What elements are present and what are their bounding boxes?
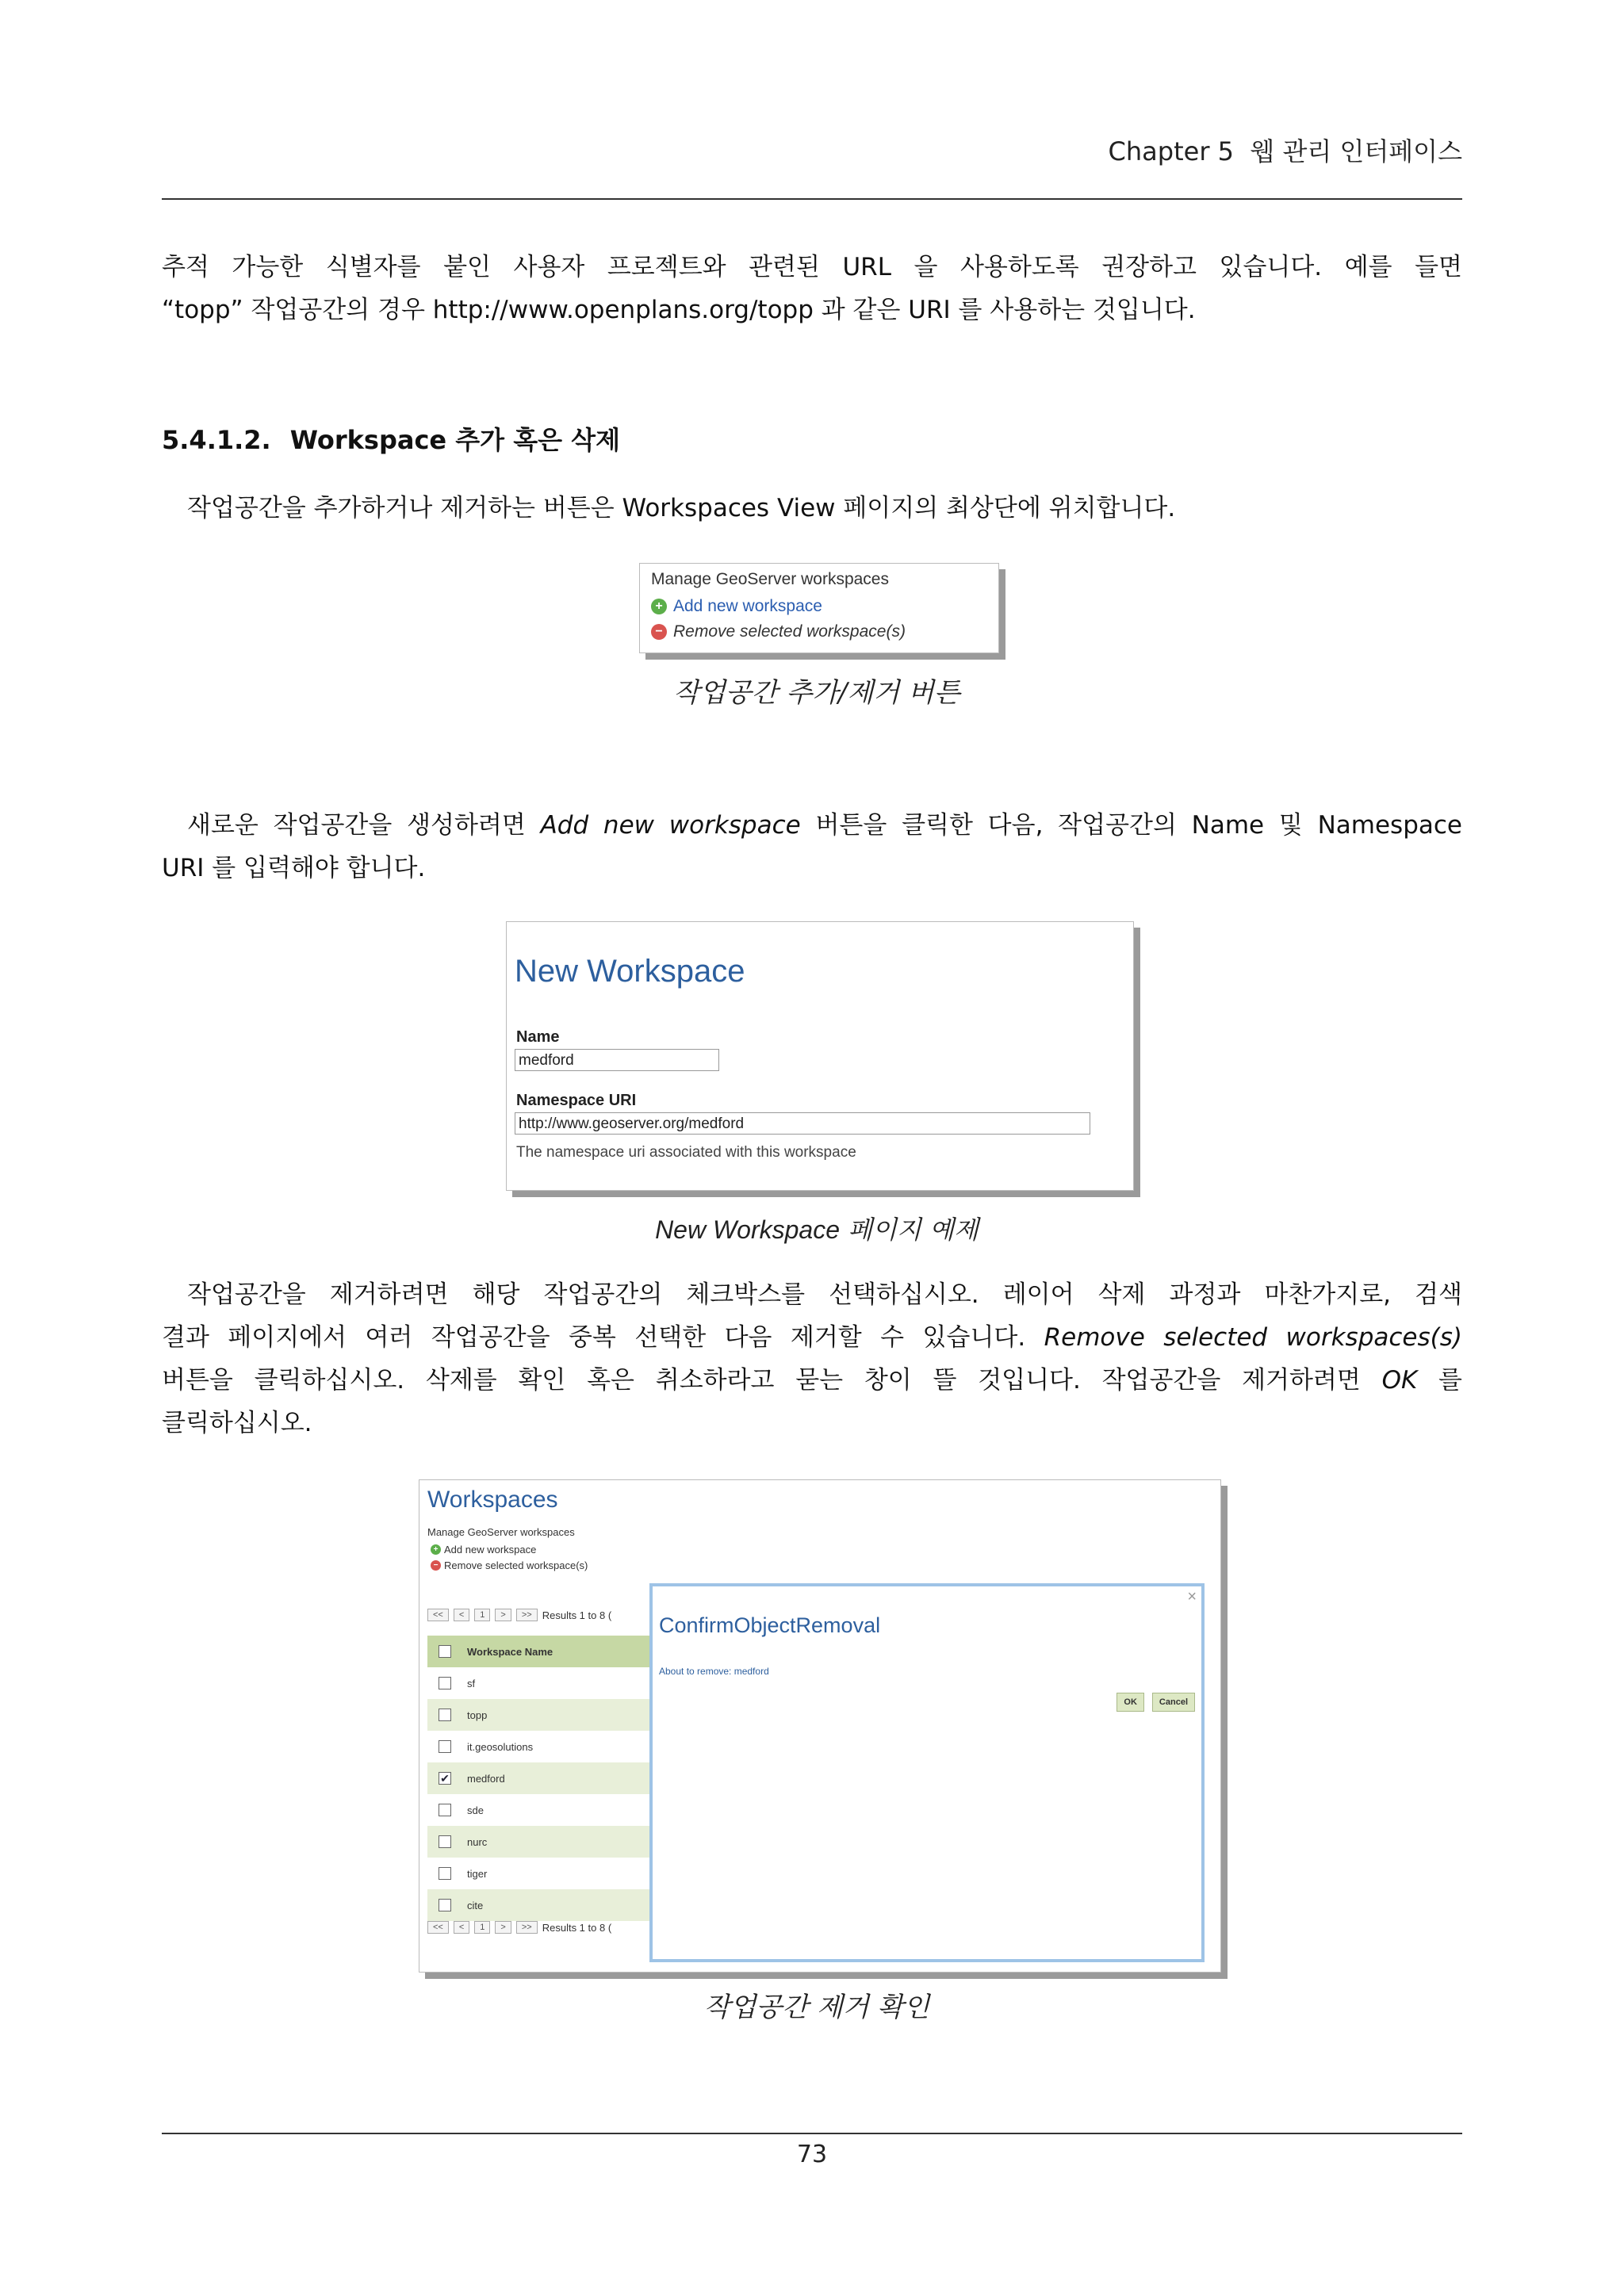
dialog-title: ConfirmObjectRemoval <box>659 1613 881 1637</box>
workspace-name-link[interactable]: topp <box>467 1709 488 1721</box>
add-icon: + <box>651 599 667 614</box>
intro-paragraph <box>162 246 1462 331</box>
header-rule <box>162 198 1462 200</box>
cancel-button[interactable]: Cancel <box>1152 1693 1195 1712</box>
figure-2-caption <box>555 1210 1078 1246</box>
namespace-uri-help: The namespace uri associated with this workspace <box>516 1144 856 1161</box>
p3-line3-b: OK <box>1381 1366 1418 1395</box>
chapter-title: 웹 관리 인터페이스 <box>1250 136 1462 166</box>
remove-workspace-link[interactable] <box>431 1559 588 1571</box>
paragraph-2 <box>162 804 1462 890</box>
p3-line3-a: 버튼을 클릭하십시오. 삭제를 확인 혹은 취소하라고 묻는 창이 뜰 것입니다. 작업공간을 제거하려면 <box>162 1366 1382 1395</box>
dialog-message: About to remove: medford <box>659 1666 769 1677</box>
paragraph-2-line-1 <box>162 804 1462 847</box>
intro-line-1: 추적 가능한 식별자를 붙인 사용자 프로젝트와 관련된 URL 을 사용하도록 권장하고 있습니다. 예를 들면 <box>162 253 1462 281</box>
remove-icon: − <box>651 624 667 640</box>
add-workspace-link[interactable] <box>651 597 822 616</box>
dialog-buttons <box>1116 1693 1195 1712</box>
p2-text-c: 버튼을 클릭한 다음, 작업공간의 Name 및 Namespace <box>800 811 1462 840</box>
remove-icon: − <box>431 1560 441 1571</box>
paragraph-3-line-1: 작업공간을 제거하려면 해당 작업공간의 체크박스를 선택하십시오. 레이어 삭제 과정과 마찬가지로, 검색 <box>187 1280 1462 1309</box>
figure-new-workspace <box>506 921 1134 1191</box>
figure-2-caption-en: New Workspace <box>655 1215 841 1244</box>
row-checkbox[interactable] <box>439 1835 451 1848</box>
add-workspace-text: Add new workspace <box>444 1544 537 1556</box>
row-checkbox[interactable] <box>439 1740 451 1753</box>
paragraph-3-line-2 <box>162 1316 1462 1359</box>
workspaces-title: Workspaces <box>427 1487 558 1513</box>
add-workspace-label: Add new workspace <box>673 597 822 615</box>
manage-label: Manage GeoServer workspaces <box>427 1526 575 1538</box>
remove-workspace-label: Remove selected workspace(s) <box>673 622 906 641</box>
paragraph-1 <box>187 487 1456 530</box>
section-heading <box>162 420 620 457</box>
name-label: Name <box>516 1028 560 1046</box>
pager-last-button[interactable]: >> <box>516 1609 538 1621</box>
close-icon[interactable]: × <box>1187 1588 1197 1605</box>
figure-3-caption: 작업공간 제거 확인 <box>703 1992 930 2023</box>
remove-workspace-link[interactable] <box>651 622 906 641</box>
new-workspace-title: New Workspace <box>515 954 745 989</box>
results-count: Results 1 to 8 ( <box>542 1609 612 1621</box>
results-count: Results 1 to 8 ( <box>542 1921 612 1934</box>
row-checkbox[interactable] <box>439 1867 451 1880</box>
footer-rule <box>162 2133 1462 2134</box>
pager-first-button[interactable]: << <box>427 1921 449 1934</box>
row-checkbox[interactable] <box>439 1677 451 1689</box>
row-checkbox[interactable] <box>439 1899 451 1911</box>
workspace-name-link[interactable]: tiger <box>467 1867 488 1880</box>
remove-workspace-text: Remove selected workspace(s) <box>444 1559 588 1571</box>
p2-text-a: 새로운 작업공간을 생성하려면 <box>187 811 541 840</box>
row-checkbox[interactable]: ✔ <box>439 1772 451 1785</box>
paragraph-3-line-3 <box>162 1359 1462 1402</box>
p3-line3-c: 를 <box>1417 1366 1462 1395</box>
name-input[interactable]: medford <box>515 1049 719 1071</box>
running-header <box>1109 132 1462 168</box>
namespace-uri-input[interactable]: http://www.geoserver.org/medford <box>515 1112 1090 1135</box>
add-workspace-link[interactable] <box>431 1544 536 1556</box>
figure-manage-workspaces <box>639 563 999 653</box>
select-all-checkbox[interactable] <box>439 1645 451 1658</box>
workspace-name-link[interactable]: medford <box>467 1772 505 1785</box>
workspace-name-link[interactable]: sde <box>467 1804 484 1816</box>
workspace-name-link[interactable]: cite <box>467 1899 484 1911</box>
pager-last-button[interactable]: >> <box>516 1921 538 1934</box>
pager-next-button[interactable]: > <box>495 1921 511 1934</box>
manage-title: Manage GeoServer workspaces <box>651 570 889 588</box>
row-checkbox[interactable] <box>439 1709 451 1721</box>
p3-line2-a: 결과 페이지에서 여러 작업공간을 중복 선택한 다음 제거할 수 있습니다. <box>162 1323 1044 1352</box>
figure-2-caption-ko: 페이지 예제 <box>840 1215 979 1245</box>
pager-first-button[interactable]: << <box>427 1609 449 1621</box>
pager-next-button[interactable]: > <box>495 1609 511 1621</box>
pager-top <box>427 1609 611 1621</box>
workspace-name-link[interactable]: nurc <box>467 1835 488 1848</box>
paragraph-2-line-2: URI 를 입력해야 합니다. <box>162 854 426 882</box>
intro-line-2: “topp” 작업공간의 경우 http://www.openplans.org/topp 과 같은 URI 를 사용하는 것입니다. <box>162 296 1196 324</box>
section-title: Workspace 추가 혹은 삭제 <box>289 425 621 455</box>
chapter-label: Chapter 5 <box>1108 136 1235 166</box>
workspace-name-link[interactable]: it.geosolutions <box>467 1740 534 1753</box>
pager-page-button[interactable]: 1 <box>474 1921 490 1934</box>
column-workspace-name[interactable]: Workspace Name <box>467 1645 553 1658</box>
ok-button[interactable]: OK <box>1116 1693 1144 1712</box>
namespace-uri-label: Namespace URI <box>516 1092 637 1109</box>
confirm-dialog <box>649 1583 1205 1962</box>
row-checkbox[interactable] <box>439 1804 451 1816</box>
pager-prev-button[interactable]: < <box>454 1921 469 1934</box>
paragraph-3 <box>162 1273 1462 1445</box>
pager-page-button[interactable]: 1 <box>474 1609 490 1621</box>
page-number: 73 <box>796 2141 828 2168</box>
figure-1-caption: 작업공간 추가/제거 버튼 <box>673 677 960 709</box>
section-number: 5.4.1.2. <box>162 425 271 455</box>
pager-bottom <box>427 1921 611 1934</box>
figure-confirm-removal <box>419 1479 1221 1973</box>
paragraph-1-text: 작업공간을 추가하거나 제거하는 버튼은 Workspaces View 페이지의 최상단에 위치합니다. <box>187 494 1176 522</box>
paragraph-3-line-4: 클릭하십시오. <box>162 1409 312 1437</box>
add-icon: + <box>431 1544 441 1555</box>
p2-text-b: Add new workspace <box>540 811 801 840</box>
workspace-name-link[interactable]: sf <box>467 1677 476 1689</box>
p3-line2-b: Remove selected workspaces(s) <box>1044 1323 1462 1352</box>
pager-prev-button[interactable]: < <box>454 1609 469 1621</box>
